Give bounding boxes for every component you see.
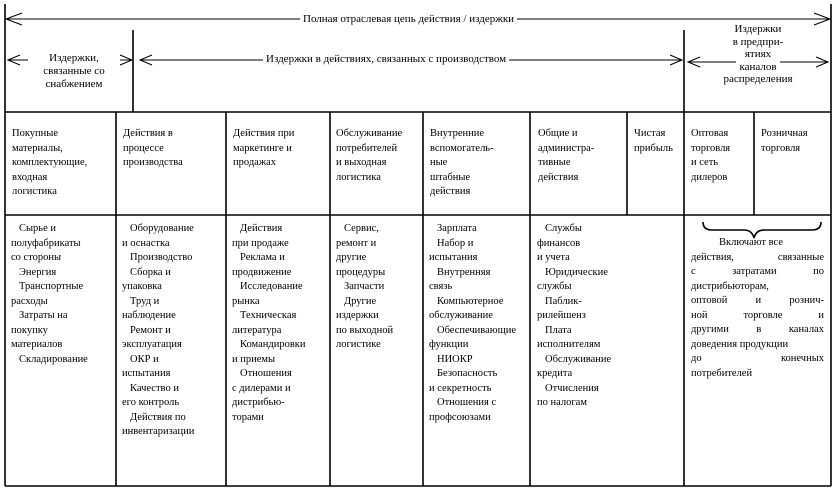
title-net-profit: Чистая прибыль [634,128,673,154]
distribution-note: Включают все действия, связанные с затратами по дистрибьюторам, оптовой и рознич- ной торговле и другими в каналах доведения продукции до конечных потребителей [691,237,824,379]
title-general-admin: Общие и администра- тивные действия [538,128,595,183]
items-internal-support: Зарплата Набор и испытания Внутренняя связь Компьютерное обслуживание Обеспечивающие функции НИОКР Безопасность и секретность Отношения с профсоюзами [429,223,516,423]
title-wholesale: Оптовая торговля и сеть дилеров [691,128,731,183]
production-label: Издержки в действиях, связанных с производством [263,52,509,66]
total-chain-label: Полная отраслевая цепь действия / издержки [300,12,517,26]
items-customer-service: Сервис, ремонт и другие процедуры Запчасти Другие издержки по выходной логистике [336,223,394,350]
items-purchased-materials: Сырье и полуфабрикаты со стороны Энергия Транспортные расходы Затраты на покупку материалов Складирование [11,223,88,365]
title-internal-support: Внутренние вспомогатель- ные штабные действия [430,128,494,197]
title-marketing-sales: Действия при маркетинге и продажах [233,128,295,168]
items-production: Оборудование и оснастка Производство Сборка и упаковка Труд и наблюдение Ремонт и эксплуатация ОКР и испытания Качество и его контроль Действия по инвентаризации [122,223,195,437]
supply-label: Издержки, связанные со снабжением [28,52,120,91]
items-general-admin: Службы финансов и учета Юридические службы Паблик- рилейшенз Плата исполнителям Обслуживание кредита Отчисления по налогам [537,223,612,408]
title-production: Действия в процессе производства [123,128,183,168]
distribution-label: Издержки в предпри- ятиях каналов распределения [690,23,826,86]
title-purchased-materials: Покупные материалы, комплектующие, входная логистика [12,128,88,197]
items-marketing-sales: Действия при продаже Реклама и продвижение Исследование рынка Техническая литература Командировки и приемы Отношения с дилерами и дистрибью- торами [232,223,306,423]
title-customer-service: Обслуживание потребителей и выходная логистика [336,128,403,183]
title-retail: Розничная торговля [761,128,808,154]
